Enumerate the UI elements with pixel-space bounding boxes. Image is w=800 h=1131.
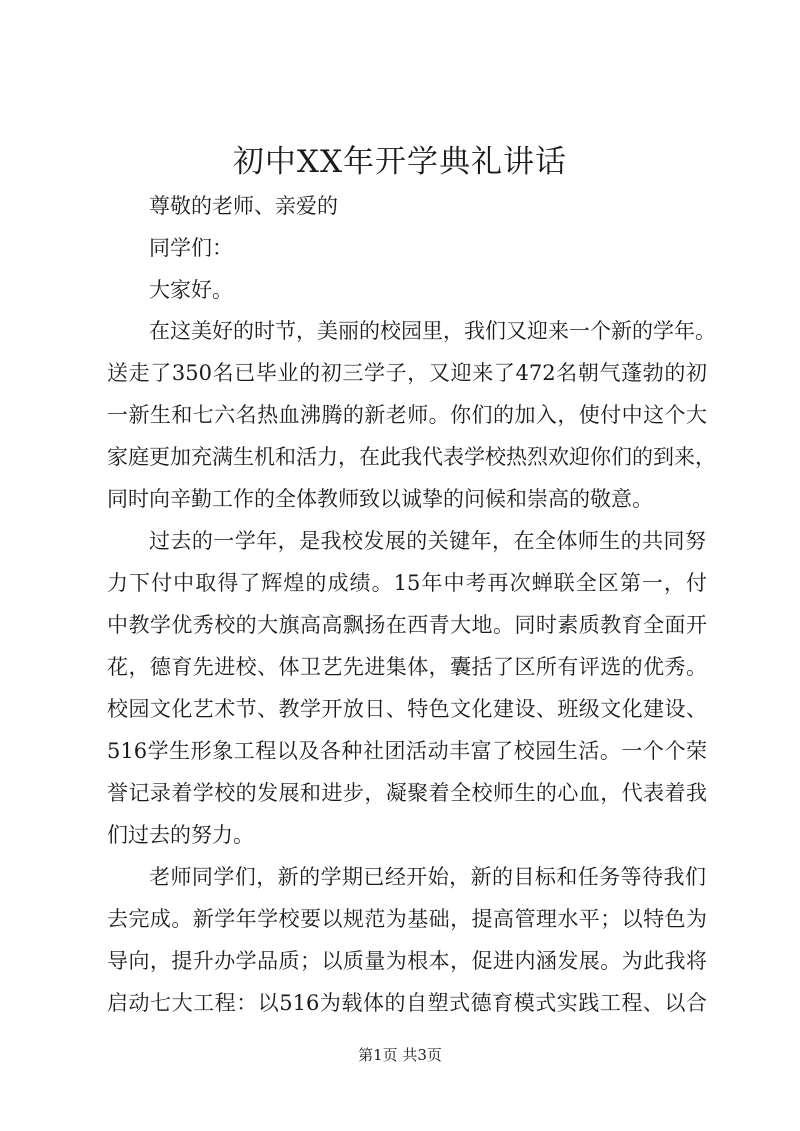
- salutation-line-1: 尊敬的老师、亲爱的: [149, 194, 338, 218]
- page-footer: 第1页 共3页: [358, 1046, 442, 1064]
- paragraph-1-line-5: 同时向辛勤工作的全体教师致以诚挚的问候和崇高的敬意。: [107, 487, 653, 511]
- paragraph-3-line-1: 老师同学们，新的学期已经开始，新的目标和任务等待我们: [149, 865, 706, 889]
- paragraph-3-line-3: 导向，提升办学品质；以质量为根本，促进内涵发展。为此我将: [107, 949, 707, 973]
- paragraph-1-line-2: 送走了350名已毕业的初三学子，又迎来了472名朝气蓬勃的初: [107, 361, 707, 385]
- document-title: 初中XX年开学典礼讲话: [232, 144, 568, 180]
- paragraph-1-line-4: 家庭更加充满生机和活力，在此我代表学校热烈欢迎你们的到来，: [107, 445, 716, 469]
- paragraph-2-line-6: 516学生形象工程以及各种社团活动丰富了校园生活。一个个荣: [107, 739, 707, 763]
- paragraph-2-line-8: 们过去的努力。: [107, 823, 254, 847]
- paragraph-2-line-4: 花，德育先进校、体卫艺先进集体，囊括了区所有评选的优秀。: [107, 655, 707, 679]
- paragraph-1-line-1: 在这美好的时节，美丽的校园里，我们又迎来一个新的学年。: [149, 319, 716, 343]
- paragraph-2-line-7: 誉记录着学校的发展和进步，凝聚着全校师生的心血，代表着我: [107, 781, 707, 805]
- salutation-line-2: 同学们：: [149, 236, 233, 260]
- paragraph-2-line-3: 中教学优秀校的大旗高高飘扬在西青大地。同时素质教育全面开: [107, 613, 707, 637]
- paragraph-3-line-4: 启动七大工程：以516为载体的自塑式德育模式实践工程、以合: [107, 991, 707, 1015]
- paragraph-2-line-1: 过去的一学年，是我校发展的关键年，在全体师生的共同努: [149, 529, 706, 553]
- paragraph-1-line-3: 一新生和七六名热血沸腾的新老师。你们的加入，使付中这个大: [107, 403, 707, 427]
- paragraph-2-line-2: 力下付中取得了辉煌的成绩。15年中考再次蝉联全区第一，付: [107, 571, 707, 595]
- paragraph-2-line-5: 校园文化艺术节、教学开放日、特色文化建设、班级文化建设、: [107, 697, 707, 721]
- greeting-line: 大家好。: [149, 278, 233, 302]
- paragraph-3-line-2: 去完成。新学年学校要以规范为基础，提高管理水平；以特色为: [107, 907, 707, 931]
